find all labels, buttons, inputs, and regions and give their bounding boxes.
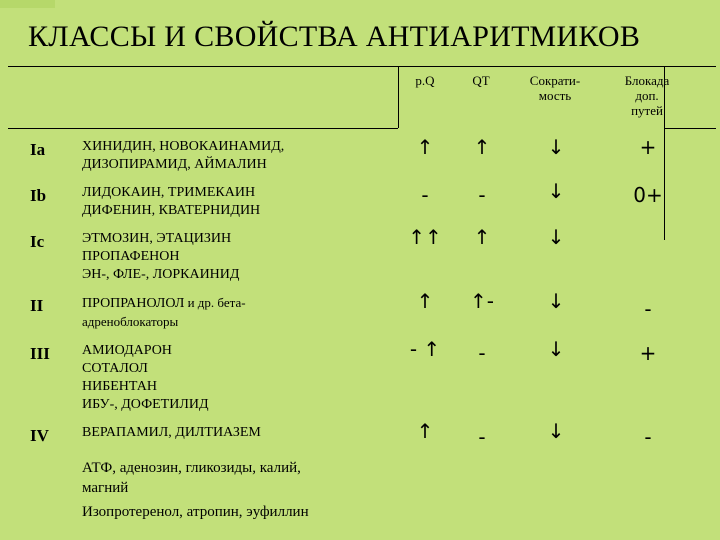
header-block-line2: доп.	[635, 88, 659, 103]
header-accessory-block	[610, 73, 684, 118]
drug-line: ПРОПАФЕНОН	[82, 249, 180, 264]
pq-effect: -	[421, 183, 429, 207]
drug-line-suffix: и др. бета-	[184, 295, 246, 310]
drug-line: СОТАЛОЛ	[82, 361, 148, 376]
class-label: III	[30, 344, 50, 363]
pq-effect: ↑↑	[408, 225, 442, 249]
header-block-line3: путей	[631, 103, 663, 118]
drug-line: ИБУ-, ДОФЕТИЛИД	[82, 397, 209, 412]
qt-effect: ↑	[473, 135, 491, 159]
class-label: IV	[30, 426, 49, 445]
pq-effect: ↑	[416, 289, 434, 313]
contractility-effect: ↓	[547, 225, 565, 249]
qt-effect: ↑	[473, 225, 491, 249]
block-effect: +	[639, 341, 657, 365]
header-qt: QT	[472, 73, 490, 88]
contractility-effect: ↓	[547, 419, 565, 443]
drug-list	[82, 424, 261, 442]
drug-line: адреноблокаторы	[82, 314, 179, 329]
corner-accent	[0, 0, 55, 8]
drug-line: АМИОДАРОН	[82, 343, 172, 358]
header-contractility-line1: Сократи-	[529, 73, 581, 88]
contractility-effect: ↓	[547, 135, 565, 159]
class-label: Ib	[30, 186, 47, 205]
qt-effect: -	[478, 183, 486, 207]
block-effect: -	[644, 297, 652, 321]
drug-line: ЛИДОКАИН, ТРИМЕКАИН	[82, 185, 256, 200]
footnote-line: Изопротеренол, атропин, эуфиллин	[82, 504, 309, 520]
drug-line: ПРОПРАНОЛОЛ	[82, 296, 185, 311]
contractility-effect: ↓	[547, 289, 565, 313]
header-rule-left	[8, 128, 398, 129]
footnote-line: магний	[82, 480, 129, 496]
block-effect: -	[644, 425, 652, 449]
page-title: КЛАССЫ И СВОЙСТВА АНТИАРИТМИКОВ	[28, 20, 641, 53]
pq-effect: ↑	[416, 419, 434, 443]
class-label: Ia	[30, 140, 46, 159]
drug-list	[82, 342, 209, 414]
contractility-effect: ↓	[547, 337, 565, 361]
contractility-effect: ↓	[547, 179, 565, 203]
drug-list	[82, 184, 260, 220]
header-block-line1: Блокада	[624, 73, 670, 88]
class-label: Ic	[30, 232, 45, 251]
qt-effect: ↑-	[470, 289, 494, 313]
header-rule-right	[664, 128, 716, 129]
table-top-rule	[8, 66, 716, 67]
drug-line: ЭТМОЗИН, ЭТАЦИЗИН	[82, 231, 232, 246]
drug-line: ДИФЕНИН, КВАТЕРНИДИН	[82, 203, 261, 218]
footnote-text	[82, 458, 309, 522]
header-contractility	[515, 73, 595, 103]
header-contractility-line2: мость	[538, 88, 572, 103]
qt-effect: -	[478, 425, 486, 449]
drug-line: НИБЕНТАН	[82, 379, 157, 394]
footnote-line: АТФ, аденозин, гликозиды, калий,	[82, 460, 301, 476]
drug-line: ХИНИДИН, НОВОКАИНАМИД,	[82, 139, 285, 154]
drug-list	[82, 230, 239, 284]
drug-line: ЭН-, ФЛЕ-, ЛОРКАИНИД	[82, 267, 240, 282]
pq-effect: - ↑	[409, 337, 441, 361]
block-effect: +	[639, 135, 657, 159]
class-label: II	[30, 296, 44, 315]
drug-line: ДИЗОПИРАМИД, АЙМАЛИН	[82, 157, 267, 172]
header-pq: p.Q	[415, 73, 435, 88]
drug-list	[82, 138, 284, 174]
drug-list	[82, 294, 246, 331]
block-effect: 0+	[633, 183, 663, 207]
column-divider-left	[398, 66, 399, 128]
pq-effect: ↑	[416, 135, 434, 159]
qt-effect: -	[478, 341, 486, 365]
drug-line: ВЕРАПАМИЛ, ДИЛТИАЗЕМ	[82, 425, 261, 440]
